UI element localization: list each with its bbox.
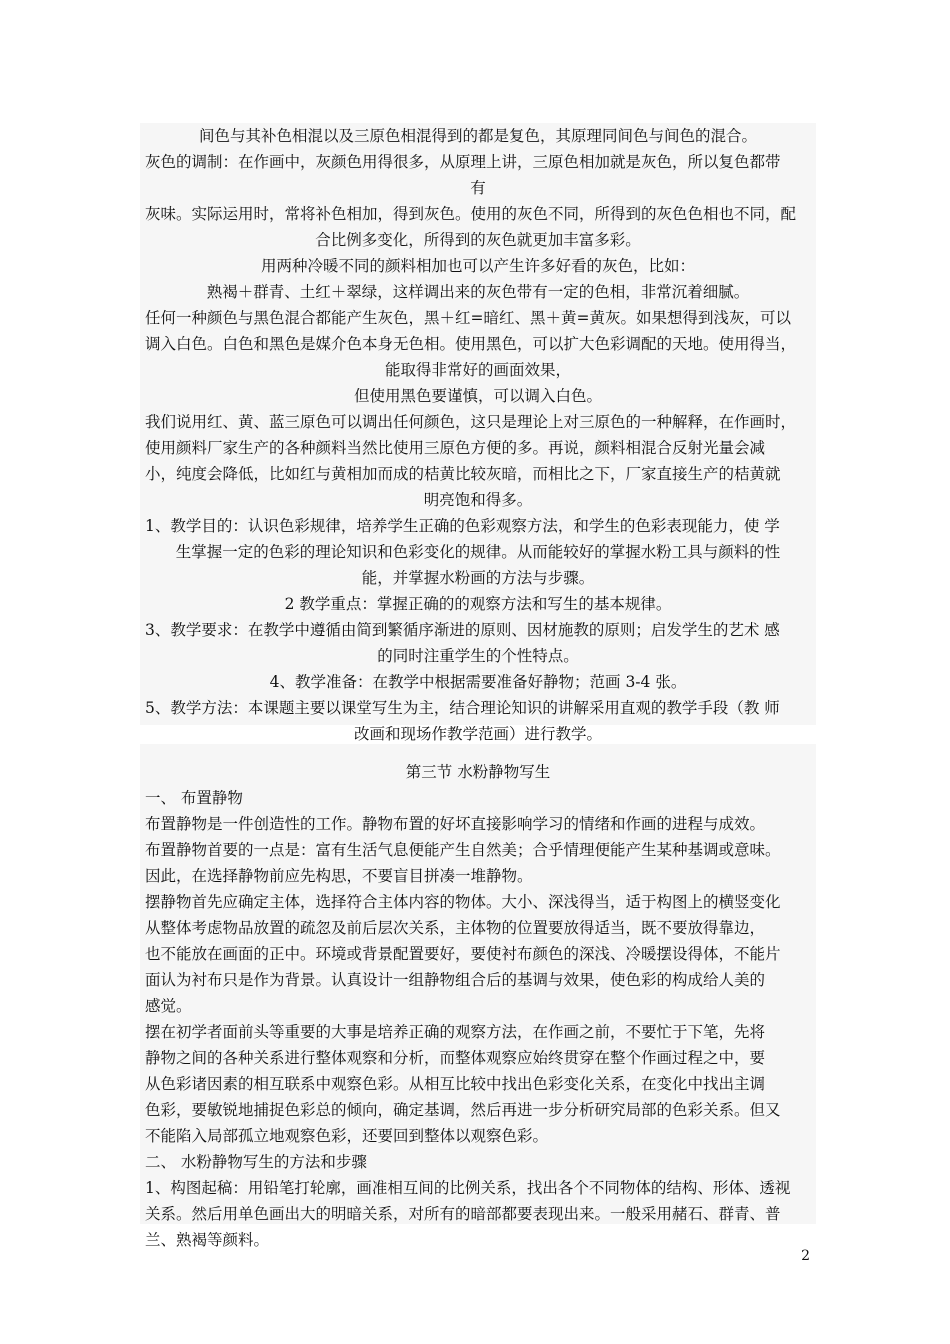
text-line: 1、构图起稿：用铅笔打轮廓，画准相互间的比例关系，找出各个不同物体的结构、形体、透视 [145, 1179, 791, 1197]
text-line: 生掌握一定的色彩的理论知识和色彩变化的规律。从而能较好的掌握水粉工具与颜料的性 [175, 543, 781, 561]
text-line: 我们说用红、黄、蓝三原色可以调出任何颜色，这只是理论上对三原色的一种解释，在作画时， [145, 413, 797, 431]
heading-arrange-still-life: 一、 布置静物 [145, 789, 243, 807]
text-line: 也不能放在画面的正中。环境或背景配置要好，要使衬布颜色的深浅、冷暖摆设得体，不能片 [145, 945, 781, 963]
text-line: 明亮饱和得多。 [423, 491, 533, 509]
text-line: 但使用黑色要谨慎，可以调入白色。 [353, 387, 602, 405]
text-line: 任何一种颜色与黑色混合都能产生灰色，黑＋红=暗红、黑＋黄=黄灰。如果想得到浅灰，可以 [145, 309, 791, 327]
text-line: 感觉。 [145, 997, 192, 1015]
heading-methods-steps: 二、 水粉静物写生的方法和步骤 [145, 1153, 367, 1171]
text-line: 熟褐＋群青、土红＋翠绿，这样调出来的灰色带有一定的色相，非常沉着细腻。 [206, 283, 750, 301]
text-line: 不能陷入局部孤立地观察色彩，还要回到整体以观察色彩。 [145, 1127, 549, 1145]
text-line: 色彩，要敏锐地捕捉色彩总的倾向，确定基调，然后再进一步分析研究局部的色彩关系。但又 [145, 1101, 781, 1119]
text-line: 灰色的调制：在作画中，灰颜色用得很多，从原理上讲，三原色相加就是灰色，所以复色都带 [145, 153, 781, 171]
text-line: 改画和现场作教学范画）进行教学。 [353, 725, 602, 743]
text-line: 调入白色。白色和黑色是媒介色本身无色相。使用黑色，可以扩大色彩调配的天地。使用得当， [145, 335, 797, 353]
text-line: 关系。然后用单色画出大的明暗关系，对所有的暗部都要表现出来。一般采用赭石、群青、普 [145, 1205, 781, 1223]
text-line: 的同时注重学生的个性特点。 [377, 647, 579, 665]
page-number: 2 [801, 1248, 810, 1264]
text-line: 间色与其补色相混以及三原色相混得到的都是复色，其原理同间色与间色的混合。 [198, 127, 757, 145]
text-line: 摆在初学者面前头等重要的大事是培养正确的观察方法，在作画之前，不要忙于下笔，先将 [145, 1023, 766, 1041]
text-line: 能取得非常好的画面效果， [384, 361, 571, 379]
text-line: 1、教学目的：认识色彩规律，培养学生正确的色彩观察方法，和学生的色彩表现能力，使 学 [145, 517, 780, 535]
text-line: 有 [470, 179, 486, 197]
text-line: 静物之间的各种关系进行整体观察和分析，而整体观察应始终贯穿在整个作画过程之中，要 [145, 1049, 766, 1067]
text-line: 摆静物首先应确定主体，选择符合主体内容的物体。大小、深浅得当，适于构图上的横竖变化 [145, 893, 781, 911]
text-line: 用两种冷暖不同的颜料相加也可以产生许多好看的灰色，比如： [260, 257, 695, 275]
text-line: 5、教学方法：本课题主要以课堂写生为主，结合理论知识的讲解采用直观的教学手段（教 师 [145, 699, 780, 717]
text-line: 布置静物是一件创造性的工作。静物布置的好坏直接影响学习的情绪和作画的进程与成效。 [145, 815, 766, 833]
text-line: 小，纯度会降低，比如红与黄相加而成的桔黄比较灰暗，而相比之下，厂家直接生产的桔黄就 [145, 465, 781, 483]
text-line: 4、教学准备：在教学中根据需要准备好静物；范画 3-4 张。 [269, 673, 687, 691]
text-line: 使用颜料厂家生产的各种颜料当然比使用三原色方便的多。再说，颜料相混合反射光量会减 [145, 439, 766, 457]
text-line: 灰味。实际运用时，常将补色相加，得到灰色。使用的灰色不同，所得到的灰色色相也不同，配 [145, 205, 797, 223]
text-line: 兰、熟褐等颜料。 [145, 1231, 270, 1249]
text-line: 面认为衬布只是作为背景。认真设计一组静物组合后的基调与效果，使色彩的构成给人美的 [145, 971, 766, 989]
text-line: 合比例多变化，所得到的灰色就更加丰富多彩。 [315, 231, 641, 249]
text-line: 从整体考虑物品放置的疏忽及前后层次关系，主体物的位置要放得适当，既不要放得靠边， [145, 919, 766, 937]
text-line: 能，并掌握水粉画的方法与步骤。 [361, 569, 595, 587]
text-line: 3、教学要求：在教学中遵循由简到繁循序渐进的原则、因材施教的原则；启发学生的艺术 感 [145, 621, 780, 639]
text-line: 从色彩诸因素的相互联系中观察色彩。从相互比较中找出色彩变化关系，在变化中找出主调 [145, 1075, 766, 1093]
text-line: 布置静物首要的一点是：富有生活气息便能产生自然美；合乎情理便能产生某种基调或意味。 [145, 841, 781, 859]
text-line: 2 教学重点：掌握正确的的观察方法和写生的基本规律。 [284, 595, 672, 613]
section-title: 第三节 水粉静物写生 [405, 763, 551, 781]
text-line: 因此，在选择静物前应先构思，不要盲目拼凑一堆静物。 [145, 867, 533, 885]
